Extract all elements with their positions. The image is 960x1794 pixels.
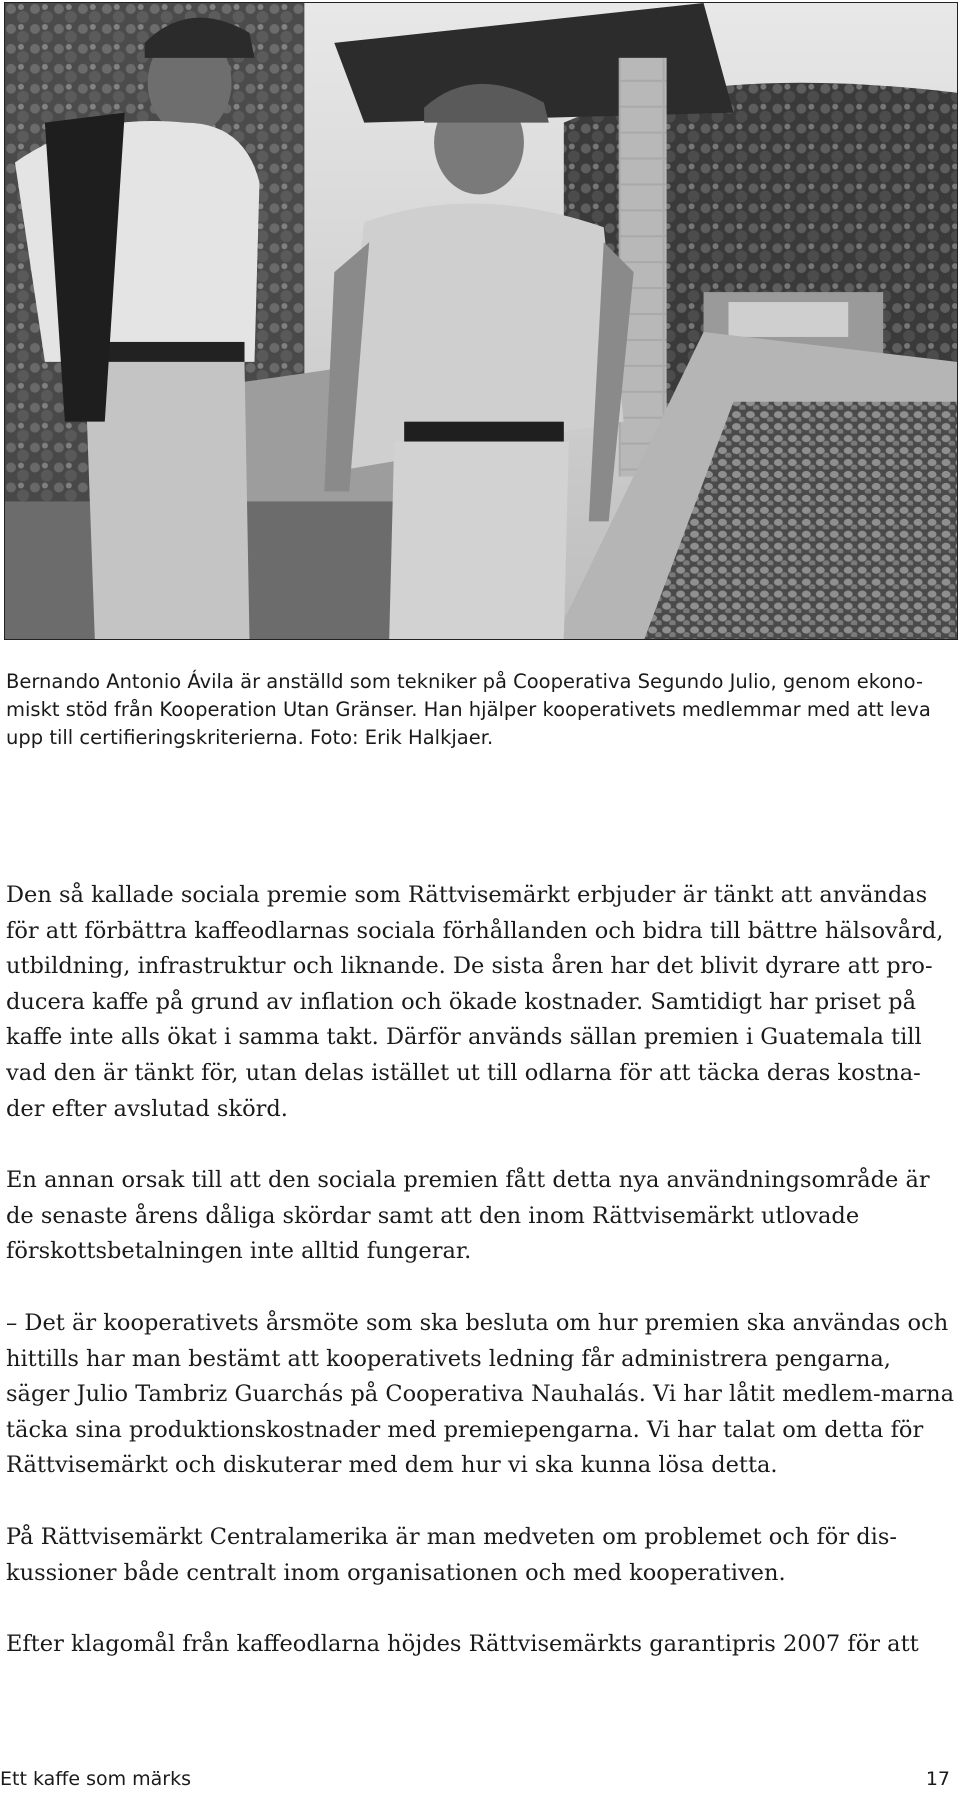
photo-two-men-coffee-drying [4,2,958,640]
paragraph-social-premium: Den så kallade sociala premie som Rättvisemärkt erbjuder är tänkt att användas för att förbättra kaffeodlarnas sociala förhållanden och bidra till bättre hälsovård, utbildning, infrastruktur och liknande. De sista åren har det blivit dyrare att pro-ducera kaffe på grund av inflation och ökade kostnader. Samtidigt har priset på kaffe inte alls ökat i samma takt. Därför används sällan premien i Guatemala till vad den är tänkt för, utan delas istället ut till odlarna för att täcka deras kostna-der efter avslutad skörd. [6,882,944,1122]
paragraph-other-reason: En annan orsak till att den sociala premien fått detta nya användningsområde är de senaste årens dåliga skördar samt att den inom Rättvisemärkt utlovade förskottsbetalningen inte alltid fungerar. [6,1167,930,1265]
paragraph-quote: – Det är kooperativets årsmöte som ska besluta om hur premien ska användas och hittills har man bestämt att kooperativets ledning får administrera pengarna, säger Julio Tambriz Guarchás på Cooperativa Nauhalás. Vi har låtit medlem-marna täcka sina produktionskostnader med premiepengarna. Vi har talat om detta för Rättvisemärkt och diskuterar med dem hur vi ska kunna lösa detta. [6,1309,955,1479]
paragraph-guarantee-price: Efter klagomål från kaffeodlarna höjdes Rättvisemärkts garantipris 2007 för att [6,1631,919,1658]
article-body [6,878,954,1699]
paragraph-central-america: På Rättvisemärkt Centralamerika är man medveten om problemet och för dis-kussioner både centralt inom organisationen och med kooperativen. [6,1523,898,1586]
photo-illustration [5,3,957,639]
photo-caption: Bernando Antonio Ávila är anställd som tekniker på Cooperativa Segundo Julio, genom ekono-miskt stöd från Kooperation Utan Gränser. Han hjälper kooperativets medlemmar med att leva upp till certifieringskriterierna. Foto: Erik Halkjaer. [6,670,931,749]
page-number: 17 [925,1768,950,1790]
footer-title: Ett kaffe som märks [0,1768,192,1790]
